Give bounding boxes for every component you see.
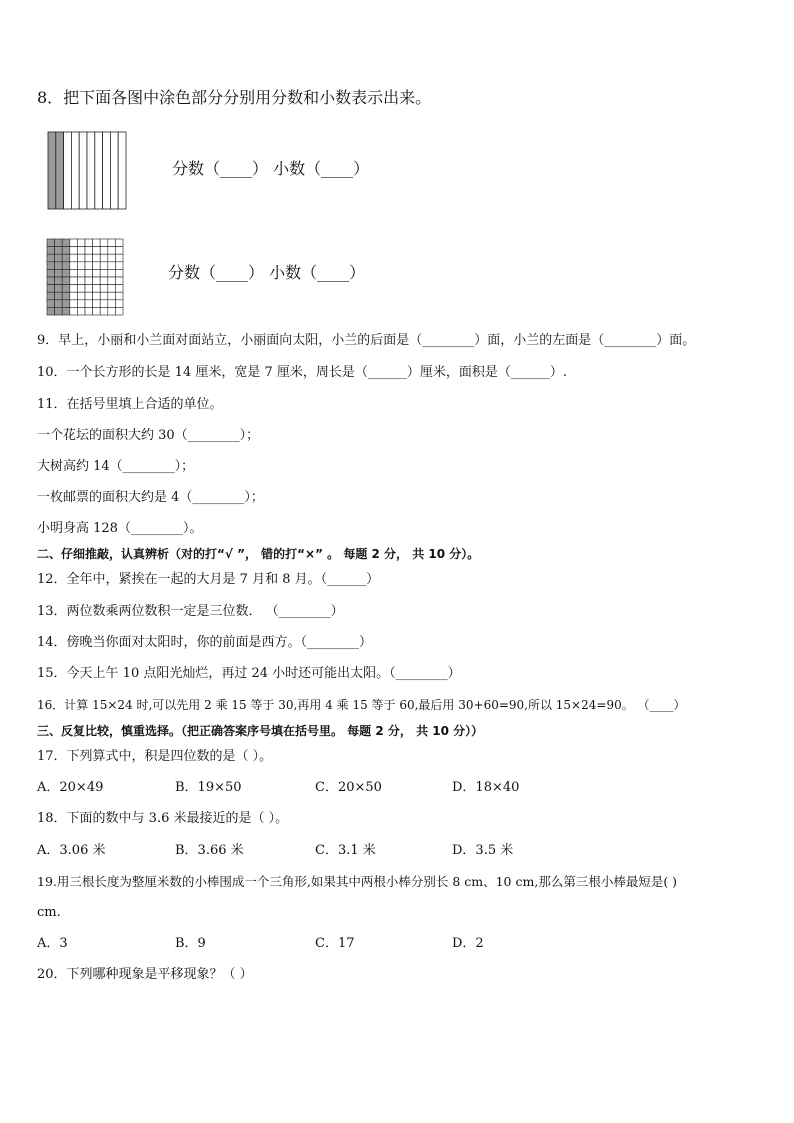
shaded-cell [62,300,70,308]
grid-cell [100,254,108,262]
grid-cell [115,247,123,255]
figure-1-answer: 分数（____） 小数（____） [172,159,370,178]
grid-cell [100,292,108,300]
shaded-cell [47,239,55,247]
grid-cell [93,247,101,255]
option-d: D．18×40 [452,780,520,795]
shaded-cell [55,262,63,270]
grid-cell [70,300,78,308]
grid-cell [115,262,123,270]
option-c: C．20×50 [315,780,382,795]
grid-cell [93,292,101,300]
grid-cell [108,277,116,285]
shaded-strip [48,132,56,209]
grid-cell [70,239,78,247]
grid-cell [77,269,85,277]
strip [71,132,79,209]
strip [87,132,95,209]
shaded-cell [55,239,63,247]
grid-cell [77,254,85,262]
shaded-cell [55,247,63,255]
shaded-cell [47,277,55,285]
grid-cell [100,307,108,315]
question-17: 17．下列算式中，积是四位数的是（ ）。 [37,749,273,764]
grid-cell [93,269,101,277]
option-b: B．3.66 米 [175,843,244,858]
grid-cell [93,277,101,285]
grid-cell [85,307,93,315]
section-2-heading: 二、仔细推敲，认真辨析（对的打“√ ”， 错的打“×” 。 每题 2 分， 共 10 分）。 [37,547,480,561]
option-a: A．20×49 [37,780,104,795]
shaded-cell [62,285,70,293]
shaded-cell [62,292,70,300]
grid-cell [70,262,78,270]
grid-cell [115,239,123,247]
grid-cell [85,254,93,262]
grid-cell [108,254,116,262]
grid-cell [100,277,108,285]
grid-cell [100,247,108,255]
grid-figure [46,238,124,320]
section-3-heading: 三、反复比较，慎重选择。（把正确答案序号填在括号里。 每题 2 分， 共 10 分）） [37,724,484,738]
question-13: 13．两位数乘两位数积一定是三位数． （________） [37,604,344,619]
shaded-cell [55,277,63,285]
shaded-cell [47,269,55,277]
grid-figure-svg [46,238,124,316]
shaded-cell [62,254,70,262]
grid-cell [85,300,93,308]
option-c: C．17 [315,936,355,951]
question-11-item-c: 一枚邮票的面积大约是 4（________）； [37,490,264,505]
grid-cell [85,269,93,277]
shaded-cell [62,262,70,270]
grid-cell [85,239,93,247]
grid-cell [85,285,93,293]
question-9: 9．早上，小丽和小兰面对面站立，小丽面向太阳，小兰的后面是（________）面，小兰的左面是（________）面。 [37,333,696,348]
grid-cell [77,292,85,300]
grid-cell [115,292,123,300]
question-14: 14．傍晚当你面对太阳时，你的前面是西方。（________） [37,635,373,650]
option-d: D．2 [452,936,484,951]
question-18: 18．下面的数中与 3.6 米最接近的是（ ）。 [37,811,289,826]
grid-cell [108,307,116,315]
grid-cell [93,262,101,270]
question-19-unit: cm. [37,905,61,920]
shaded-cell [55,285,63,293]
shaded-cell [62,239,70,247]
grid-cell [93,300,101,308]
option-b: B．9 [175,936,206,951]
strip [110,132,118,209]
strip [64,132,72,209]
grid-cell [93,239,101,247]
grid-cell [108,300,116,308]
question-11-item-d: 小明身高 128（________）。 [37,521,203,536]
grid-cell [85,247,93,255]
grid-cell [108,247,116,255]
shaded-cell [47,307,55,315]
strip [118,132,126,209]
shaded-cell [62,307,70,315]
question-11: 11．在括号里填上合适的单位。 [37,397,223,412]
figure-2-answer: 分数（____） 小数（____） [168,263,366,282]
question-8-title: 8．把下面各图中涂色部分分别用分数和小数表示出来。 [37,88,432,107]
strip [79,132,87,209]
grid-cell [77,247,85,255]
grid-cell [100,239,108,247]
grid-cell [77,300,85,308]
grid-cell [77,277,85,285]
grid-cell [108,269,116,277]
option-c: C．3.1 米 [315,843,376,858]
question-16: 16．计算 15×24 时,可以先用 2 乘 15 等于 30,再用 4 乘 15 等于 60,最后用 30+60=90,所以 15×24=90。 （____） [37,698,686,712]
grid-cell [100,300,108,308]
grid-cell [115,277,123,285]
question-11-item-b: 大树高约 14（________）； [37,459,195,474]
grid-cell [70,277,78,285]
grid-cell [85,277,93,285]
grid-cell [115,307,123,315]
option-a: A．3.06 米 [37,843,106,858]
shaded-cell [62,269,70,277]
shaded-cell [47,285,55,293]
grid-cell [70,254,78,262]
strip-figure [47,131,127,215]
shaded-cell [47,300,55,308]
grid-cell [93,254,101,262]
grid-cell [85,262,93,270]
grid-cell [70,307,78,315]
question-20: 20．下列哪种现象是平移现象？（ ） [37,967,253,982]
option-b: B．19×50 [175,780,242,795]
grid-cell [115,254,123,262]
grid-cell [100,269,108,277]
strip-figure-svg [47,131,127,211]
grid-cell [100,285,108,293]
shaded-cell [55,307,63,315]
question-19: 19.用三根长度为整厘米数的小棒围成一个三角形,如果其中两根小棒分别长 8 cm、10 cm,那么第三根小棒最短是( ) [37,874,678,889]
grid-cell [115,269,123,277]
shaded-cell [47,254,55,262]
grid-cell [115,300,123,308]
shaded-cell [47,292,55,300]
shaded-cell [62,277,70,285]
question-12: 12．全年中，紧挨在一起的大月是 7 月和 8 月。（______） [37,572,380,587]
shaded-cell [55,254,63,262]
question-11-item-a: 一个花坛的面积大约 30（________）； [37,428,260,443]
grid-cell [70,292,78,300]
grid-cell [77,285,85,293]
shaded-cell [62,247,70,255]
grid-cell [93,285,101,293]
question-15: 15．今天上午 10 点阳光灿烂，再过 24 小时还可能出太阳。（________） [37,666,461,681]
strip [103,132,111,209]
grid-cell [108,262,116,270]
strip [95,132,103,209]
shaded-cell [55,292,63,300]
grid-cell [77,262,85,270]
grid-cell [70,285,78,293]
option-d: D．3.5 米 [452,843,514,858]
grid-cell [70,269,78,277]
shaded-cell [55,269,63,277]
shaded-strip [56,132,64,209]
shaded-cell [47,262,55,270]
grid-cell [93,307,101,315]
shaded-cell [47,247,55,255]
grid-cell [85,292,93,300]
grid-cell [108,239,116,247]
grid-cell [70,247,78,255]
grid-cell [77,307,85,315]
grid-cell [108,285,116,293]
grid-cell [115,285,123,293]
grid-cell [100,262,108,270]
grid-cell [108,292,116,300]
option-a: A．3 [37,936,68,951]
grid-cell [77,239,85,247]
shaded-cell [55,300,63,308]
question-10: 10．一个长方形的长是 14 厘米，宽是 7 厘米，周长是（______）厘米，面积是（______）. [37,365,568,380]
